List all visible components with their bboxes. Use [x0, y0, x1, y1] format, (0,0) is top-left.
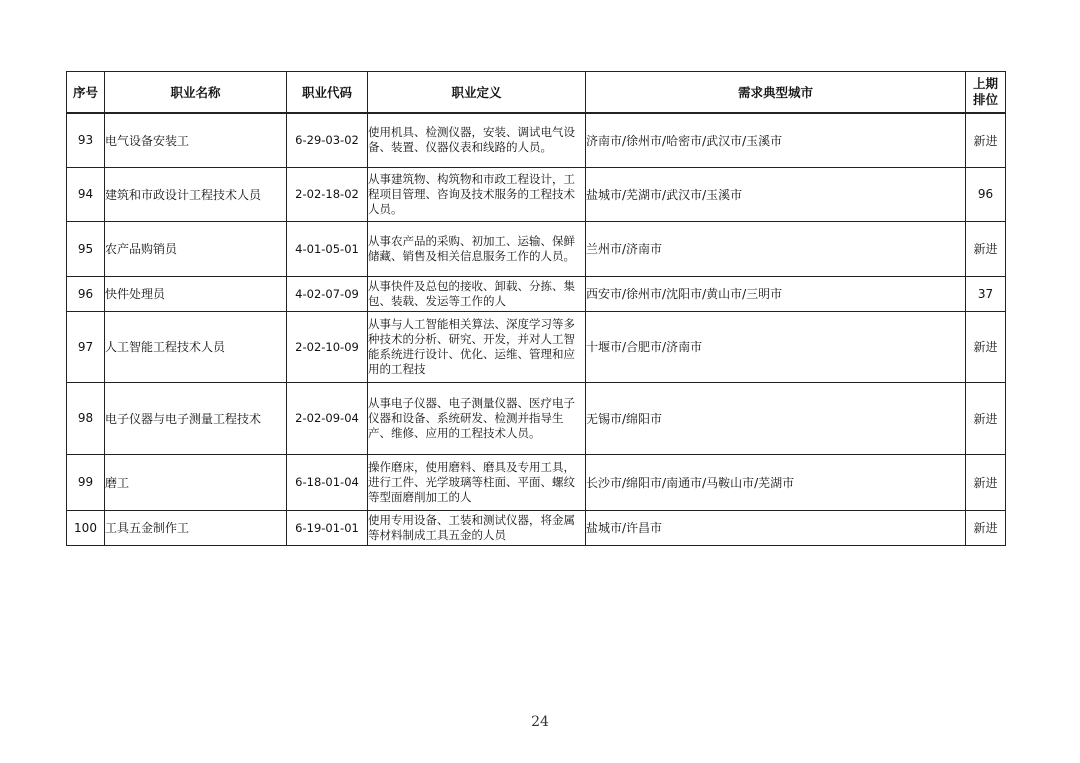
cell-no: 96 — [67, 276, 105, 311]
page-number: 24 — [531, 714, 549, 730]
cell-definition — [368, 510, 586, 545]
cell-definition — [368, 113, 586, 167]
cell-no: 98 — [67, 382, 105, 454]
table-row — [67, 113, 1006, 167]
definition-text: 使用机具、检测仪器，安装、调试电气设备、装置、仪器仪表和线路的人员。 — [368, 125, 575, 155]
cell-cities: 十堰市/合肥市/济南市 — [586, 311, 966, 382]
cell-code: 4-01-05-01 — [287, 221, 368, 276]
cell-rank: 新进 — [966, 382, 1006, 454]
cell-name: 电子仪器与电子测量工程技术 — [105, 382, 287, 454]
cell-code: 6-29-03-02 — [287, 113, 368, 167]
header-name: 职业名称 — [105, 72, 287, 114]
cell-name: 工具五金制作工 — [105, 510, 287, 545]
cell-cities: 长沙市/绵阳市/南通市/马鞍山市/芜湖市 — [586, 454, 966, 510]
cell-rank: 37 — [966, 276, 1006, 311]
cell-definition — [368, 382, 586, 454]
cell-code: 2-02-09-04 — [287, 382, 368, 454]
cell-name: 建筑和市政设计工程技术人员 — [105, 167, 287, 221]
cell-cities: 西安市/徐州市/沈阳市/黄山市/三明市 — [586, 276, 966, 311]
table-row — [67, 382, 1006, 454]
cell-code: 6-19-01-01 — [287, 510, 368, 545]
cell-name: 农产品购销员 — [105, 221, 287, 276]
header-definition: 职业定义 — [368, 72, 586, 114]
definition-text: 从事与人工智能相关算法、深度学习等多种技术的分析、研究、开发，并对人工智能系统进行设计、优化、运维、管理和应用的工程技 — [368, 316, 575, 376]
definition-text: 操作磨床，使用磨料、磨具及专用工具，进行工件、光学玻璃等柱面、平面、螺纹等型面磨削加工的人 — [368, 459, 575, 504]
table-row — [67, 167, 1006, 221]
header-rank-line2: 排位 — [972, 92, 998, 107]
cell-definition — [368, 167, 586, 221]
definition-text: 从事农产品的采购、初加工、运输、保鲜储藏、销售及相关信息服务工作的人员。 — [368, 233, 575, 263]
definition-text: 从事建筑物、构筑物和市政工程设计，工程项目管理、咨询及技术服务的工程技术人员。 — [368, 171, 575, 216]
cell-rank: 新进 — [966, 454, 1006, 510]
cell-name: 人工智能工程技术人员 — [105, 311, 287, 382]
header-previous-rank — [966, 72, 1006, 114]
occupation-table — [66, 71, 1006, 546]
cell-no: 95 — [67, 221, 105, 276]
cell-code: 2-02-18-02 — [287, 167, 368, 221]
header-cities: 需求典型城市 — [586, 72, 966, 114]
cell-no: 94 — [67, 167, 105, 221]
cell-definition — [368, 454, 586, 510]
table-row — [67, 311, 1006, 382]
table-row — [67, 510, 1006, 545]
table-row — [67, 276, 1006, 311]
cell-cities: 济南市/徐州市/哈密市/武汉市/玉溪市 — [586, 113, 966, 167]
header-row — [67, 72, 1006, 114]
cell-no: 93 — [67, 113, 105, 167]
table-row — [67, 454, 1006, 510]
cell-no: 97 — [67, 311, 105, 382]
cell-name: 磨工 — [105, 454, 287, 510]
header-rank-line1: 上期 — [972, 76, 998, 91]
cell-rank: 新进 — [966, 113, 1006, 167]
table-row — [67, 221, 1006, 276]
definition-text: 从事电子仪器、电子测量仪器、医疗电子仪器和设备、系统研发、检测并指导生产、维修、应用的工程技术人员。 — [368, 395, 575, 440]
cell-cities: 无锡市/绵阳市 — [586, 382, 966, 454]
cell-rank: 新进 — [966, 311, 1006, 382]
cell-code: 4-02-07-09 — [287, 276, 368, 311]
cell-code: 2-02-10-09 — [287, 311, 368, 382]
cell-definition — [368, 311, 586, 382]
cell-cities: 盐城市/许昌市 — [586, 510, 966, 545]
cell-code: 6-18-01-04 — [287, 454, 368, 510]
cell-no: 100 — [67, 510, 105, 545]
definition-text: 从事快件及总包的接收、卸载、分拣、集包、装载、发运等工作的人 — [368, 278, 575, 308]
cell-cities: 盐城市/芜湖市/武汉市/玉溪市 — [586, 167, 966, 221]
cell-cities: 兰州市/济南市 — [586, 221, 966, 276]
cell-definition — [368, 221, 586, 276]
cell-definition — [368, 276, 586, 311]
cell-name: 快件处理员 — [105, 276, 287, 311]
cell-no: 99 — [67, 454, 105, 510]
header-code: 职业代码 — [287, 72, 368, 114]
cell-rank: 新进 — [966, 510, 1006, 545]
cell-rank: 新进 — [966, 221, 1006, 276]
header-no: 序号 — [67, 72, 105, 114]
definition-text: 使用专用设备、工装和测试仪器，将金属等材料制成工具五金的人员 — [368, 512, 575, 542]
cell-rank: 96 — [966, 167, 1006, 221]
cell-name: 电气设备安装工 — [105, 113, 287, 167]
